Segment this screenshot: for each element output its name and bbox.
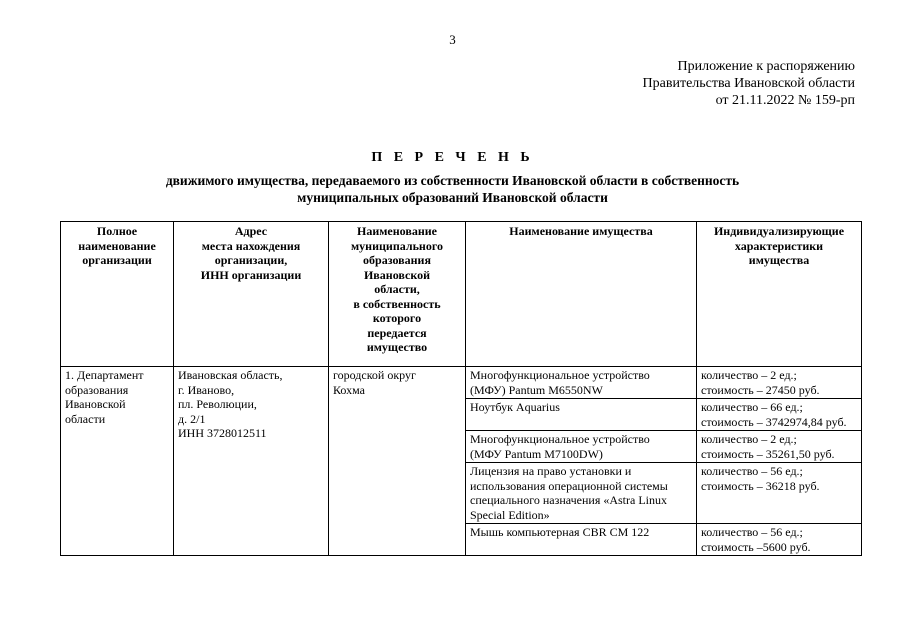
header-property-name [466,222,697,367]
cell-text-line: г. Иваново, [178,382,235,397]
cell-text-line: образования [65,382,129,397]
cell-text-line: Кохма [333,382,365,397]
document-subtitle [0,172,905,206]
cell-characteristics [697,463,862,524]
cell-text-line: передается [367,325,427,340]
cell-text-line: ИНН 3728012511 [178,426,267,440]
page-number: 3 [449,32,456,47]
cell-text-line: Многофункциональное устройство [470,368,650,382]
cell-text-line: Полное [96,224,138,238]
cell-text-line: Ивановской [363,267,431,282]
cell-property-name [466,431,697,463]
cell-characteristics [697,367,862,399]
cell-text-line: Мышь компьютерная CBR CM 122 [470,525,650,539]
cell-text-line: ИНН организации [200,267,302,282]
cell-characteristics [697,431,862,463]
cell-municipality [329,367,466,556]
cell-text-line: количество – 66 ед.; [701,400,803,414]
cell-text-line: места нахождения [201,238,301,253]
subtitle-line-2: муниципальных образований Ивановской области [297,190,608,205]
cell-text-line: Адрес [234,224,268,238]
cell-text-line: Наименование имущества [509,224,653,238]
cell-text-line: пл. Революции, [178,397,257,411]
cell-text-line: специального назначения «Astra Linux [470,493,667,507]
cell-text-line: организации [82,253,152,267]
cell-text-line: характеристики [734,238,824,253]
cell-address [174,367,329,556]
cell-text-line: организации, [214,253,288,267]
cell-property-name [466,524,697,556]
subtitle-line-1: движимого имущества, передаваемого из собственности Ивановской области в собственность [165,173,740,188]
appendix-block [643,58,855,109]
cell-text-line: городской округ [333,368,416,382]
document-title: П Е Р Е Ч Е Н Ь [371,150,534,165]
cell-text-line: стоимость –5600 руб. [701,539,811,554]
header-address [174,222,329,367]
cell-text-line: Лицензия на право установки и [470,464,632,478]
cell-characteristics [697,399,862,431]
cell-text-line: в собственность [353,296,441,311]
cell-text-line: Индивидуализирующие [713,224,845,238]
cell-text-line: (МФУ) Pantum M6550NW [470,382,603,397]
cell-text-line: Многофункциональное устройство [470,432,650,446]
cell-text-line: количество – 56 ед.; [701,525,803,539]
table-row [61,367,862,399]
cell-text-line: количество – 2 ед.; [701,368,797,382]
cell-text-line: имущества [748,253,810,267]
cell-text-line: стоимость – 27450 руб. [701,382,820,397]
table-header-row [61,222,862,367]
header-characteristics [697,222,862,367]
cell-text-line: Ивановская область, [178,368,283,382]
cell-text-line: стоимость – 35261,50 руб. [701,446,835,461]
appendix-line-1: Приложение к распоряжению [677,59,855,74]
cell-organization-name [61,367,174,556]
cell-text-line: количество – 56 ед.; [701,464,803,478]
cell-text-line: стоимость – 3742974,84 руб. [701,414,847,429]
cell-text-line: образования [363,253,431,267]
cell-text-line: д. 2/1 [178,411,206,426]
appendix-line-2: Правительства Ивановской области [642,76,855,91]
cell-property-name [466,367,697,399]
property-table [60,221,862,556]
cell-text-line: Ноутбук Aquarius [470,400,560,414]
cell-text-line: наименование [78,238,156,253]
cell-text-line: области, [374,282,420,296]
cell-characteristics [697,524,862,556]
header-municipality [329,222,466,367]
cell-text-line: Special Edition» [470,507,550,522]
header-organization-name [61,222,174,367]
cell-text-line: муниципального [351,238,443,253]
cell-text-line: (МФУ Pantum M7100DW) [470,446,603,461]
cell-text-line: которого [372,311,422,325]
cell-text-line: количество – 2 ед.; [701,432,797,446]
cell-text-line: имущество [366,340,428,354]
cell-text-line: Наименование [357,224,437,238]
cell-text-line: области [65,411,106,426]
cell-property-name [466,399,697,431]
cell-text-line: стоимость – 36218 руб. [701,478,820,493]
cell-text-line: использования операционной системы [470,478,668,493]
cell-property-name [466,463,697,524]
cell-text-line: 1. Департамент [65,368,144,382]
cell-text-line: Ивановской [65,397,126,411]
appendix-line-3: от 21.11.2022 № 159-рп [715,93,855,108]
